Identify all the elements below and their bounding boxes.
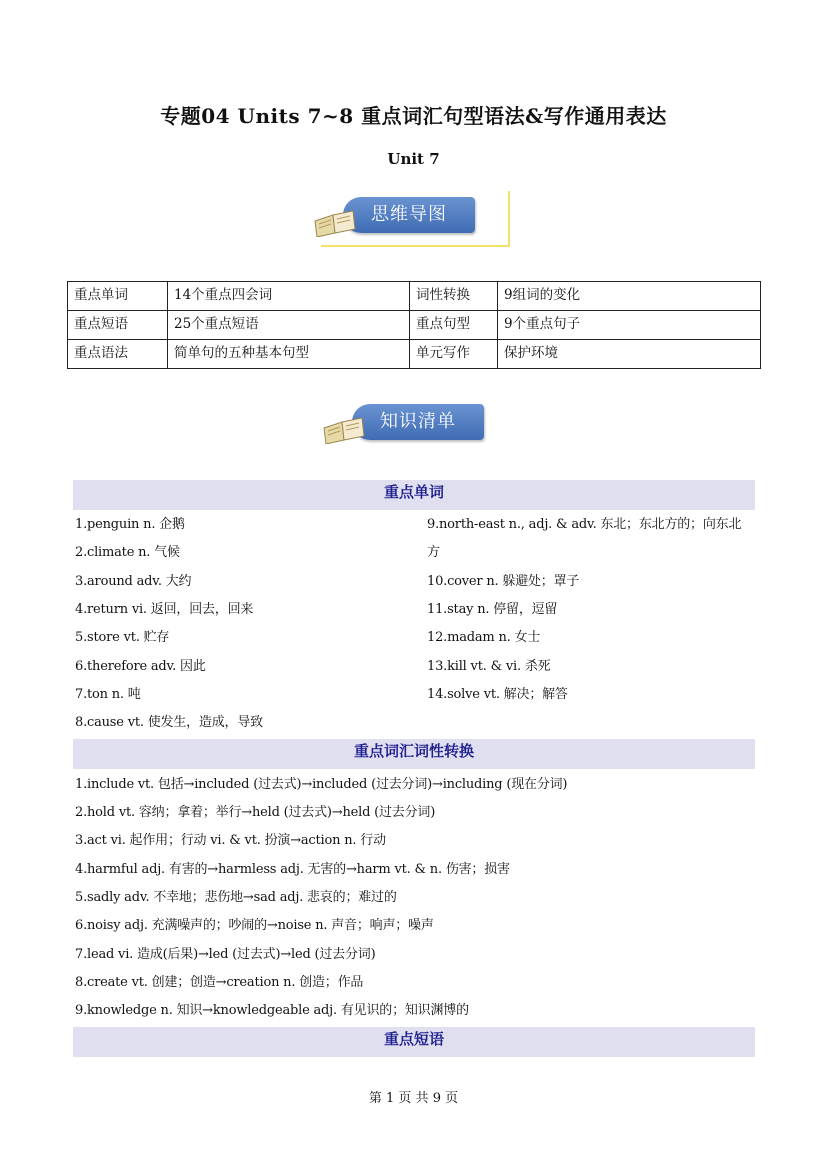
table-row bbox=[68, 282, 761, 311]
mind-map-banner bbox=[313, 187, 488, 245]
list-item: 13.kill vt. & vi. 杀死 bbox=[427, 659, 551, 674]
open-book-icon bbox=[313, 207, 357, 237]
list-item: 14.solve vt. 解决；解答 bbox=[427, 687, 568, 702]
list-item: 7.lead vi. 造成(后果)→led (过去式)→led (过去分词) bbox=[75, 947, 376, 962]
table-cell: 保护环境 bbox=[498, 340, 761, 369]
word-conversion-heading: 重点词汇词性转换 bbox=[73, 739, 755, 769]
table-cell: 词性转换 bbox=[410, 282, 498, 311]
table-cell: 重点短语 bbox=[68, 311, 168, 340]
list-item: 3.act vi. 起作用；行动 vi. & vt. 扮演→action n. 行动 bbox=[75, 833, 386, 848]
list-item: 1.include vt. 包括→included (过去式)→included (过去分词)→including (现在分词) bbox=[75, 777, 568, 792]
table-cell: 9组词的变化 bbox=[498, 282, 761, 311]
list-item: 10.cover n. 躲避处；罩子 bbox=[427, 574, 580, 589]
list-item: 4.return vi. 返回，回去，回来 bbox=[75, 602, 254, 617]
list-item: 9.knowledge n. 知识→knowledgeable adj. 有见识的；知识渊博的 bbox=[75, 1003, 469, 1018]
table-cell: 14个重点四会词 bbox=[168, 282, 410, 311]
key-phrases-heading: 重点短语 bbox=[73, 1027, 755, 1057]
list-item: 5.sadly adv. 不幸地；悲伤地→sad adj. 悲哀的；难过的 bbox=[75, 890, 397, 905]
list-item: 8.cause vt. 使发生，造成，导致 bbox=[75, 715, 263, 730]
list-item: 方 bbox=[427, 545, 440, 560]
list-item: 2.hold vt. 容纳；拿着；举行→held (过去式)→held (过去分词) bbox=[75, 805, 436, 820]
list-item: 4.harmful adj. 有害的→harmless adj. 无害的→harm vt. & n. 伤害；损害 bbox=[75, 862, 510, 877]
knowledge-list-label: 知识清单 bbox=[352, 404, 484, 440]
knowledge-list-banner bbox=[322, 394, 497, 452]
unit-subtitle: Unit 7 bbox=[387, 150, 440, 168]
table-cell: 重点语法 bbox=[68, 340, 168, 369]
open-book-icon bbox=[322, 414, 366, 444]
list-item: 9.north-east n., adj. & adv. 东北；东北方的；向东北 bbox=[427, 517, 742, 532]
list-item: 12.madam n. 女士 bbox=[427, 630, 541, 645]
list-item: 7.ton n. 吨 bbox=[75, 687, 141, 702]
mind-map-label: 思维导图 bbox=[343, 197, 475, 233]
table-cell: 简单句的五种基本句型 bbox=[168, 340, 410, 369]
list-item: 11.stay n. 停留，逗留 bbox=[427, 602, 558, 617]
table-cell: 重点句型 bbox=[410, 311, 498, 340]
list-item: 6.therefore adv. 因此 bbox=[75, 659, 206, 674]
overview-table bbox=[67, 281, 761, 369]
list-item: 1.penguin n. 企鹅 bbox=[75, 517, 185, 532]
page-footer: 第 1 页 共 9 页 bbox=[368, 1091, 459, 1106]
table-cell: 9个重点句子 bbox=[498, 311, 761, 340]
document-title: 专题04 Units 7~8 重点词汇句型语法&写作通用表达 bbox=[160, 104, 667, 128]
table-cell: 25个重点短语 bbox=[168, 311, 410, 340]
list-item: 8.create vt. 创建；创造→creation n. 创造；作品 bbox=[75, 975, 364, 990]
table-row bbox=[68, 340, 761, 369]
list-item: 2.climate n. 气候 bbox=[75, 545, 180, 560]
table-cell: 单元写作 bbox=[410, 340, 498, 369]
list-item: 5.store vt. 贮存 bbox=[75, 630, 170, 645]
table-cell: 重点单词 bbox=[68, 282, 168, 311]
list-item: 3.around adv. 大约 bbox=[75, 574, 192, 589]
key-words-heading: 重点单词 bbox=[73, 480, 755, 510]
table-row bbox=[68, 311, 761, 340]
list-item: 6.noisy adj. 充满噪声的；吵闹的→noise n. 声音；响声；噪声 bbox=[75, 918, 434, 933]
